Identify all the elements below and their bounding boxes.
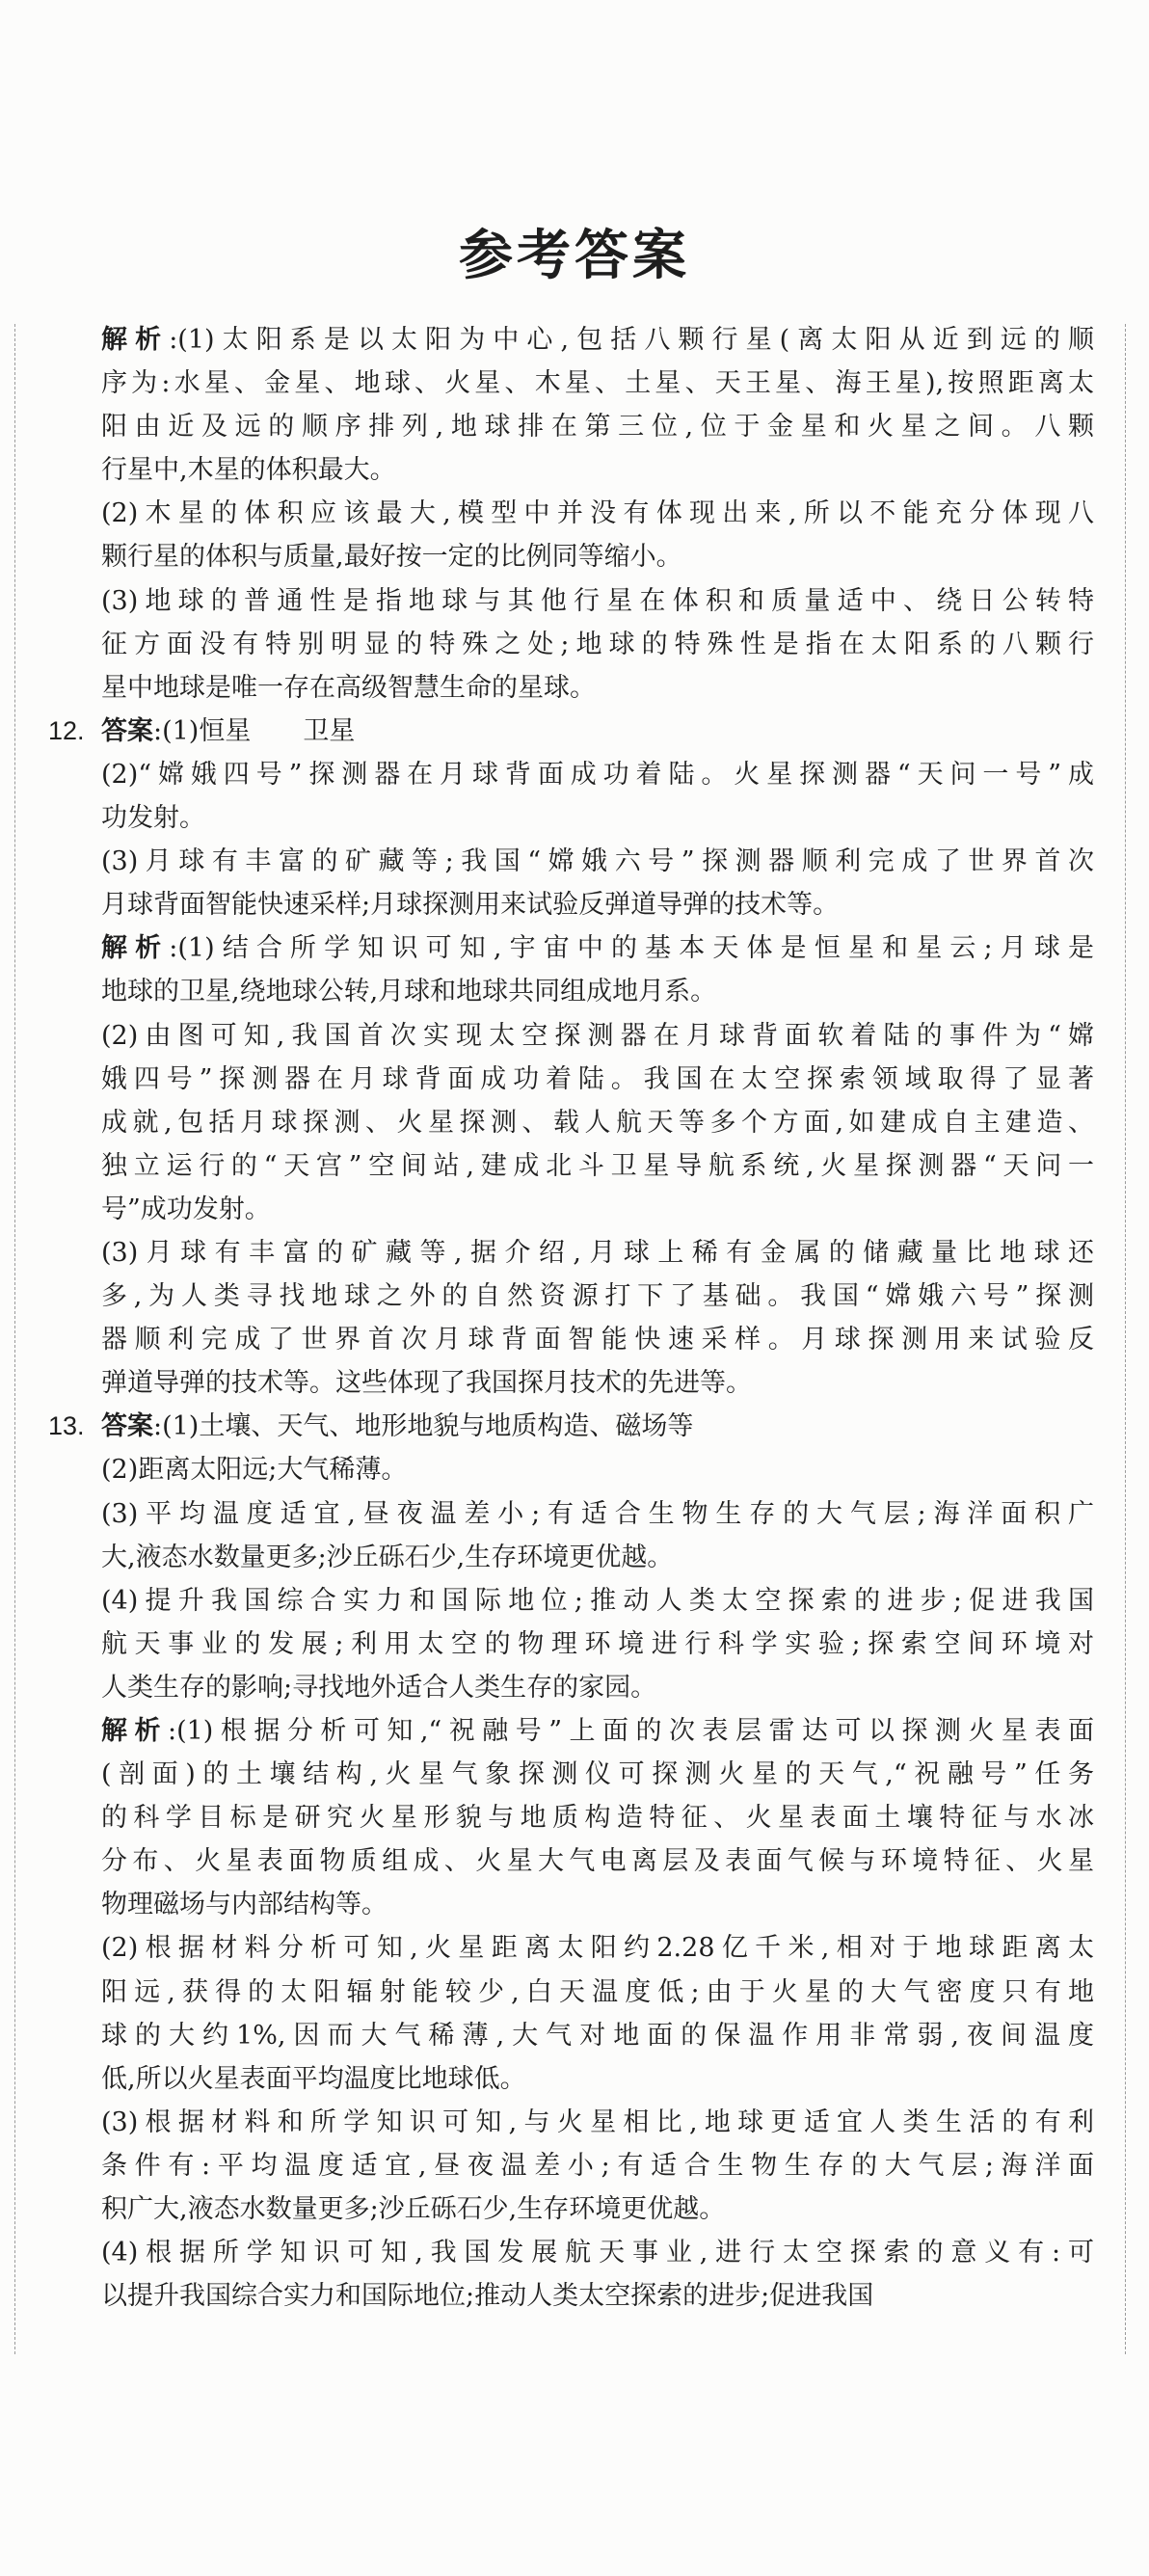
line-text: :(1)结合所学知识可知,宇宙中的基本天体是恒星和星云;月球是 — [169, 933, 1094, 964]
text-line — [101, 2057, 1094, 2101]
line-text: 行星中,木星的体积最大。 — [101, 455, 396, 486]
line-text: 号”成功发射。 — [101, 1194, 271, 1224]
text-line — [101, 1101, 1094, 1144]
line-text: :(1)根据分析可知,“祝融号”上面的次表层雷达可以探测火星表面 — [168, 1716, 1095, 1746]
line-text: 大,液态水数量更多;沙丘砾石少,生存环境更优越。 — [101, 1542, 674, 1572]
text-line — [101, 579, 1094, 623]
text-line — [101, 796, 1094, 840]
text-line — [101, 2274, 1094, 2318]
text-line — [101, 1536, 1094, 1579]
line-text: 成就,包括月球探测、火星探测、载人航天等多个方面,如建成自主建造、 — [101, 1107, 1094, 1138]
line-text: 积广大,液态水数量更多;沙丘砾石少,生存环境更优越。 — [101, 2194, 726, 2225]
text-line — [101, 1709, 1094, 1753]
text-line — [101, 1318, 1094, 1361]
line-text: 球的大约1%,因而大气稀薄,大气对地面的保温作用非常弱,夜间温度 — [101, 2020, 1094, 2051]
text-line — [101, 1926, 1094, 1970]
line-text: 月球背面智能快速采样;月球探测用来试验反弹道导弹的技术等。 — [101, 890, 840, 921]
line-text: 物理磁场与内部结构等。 — [101, 1890, 387, 1920]
line-text: :(1)太阳系是以太阳为中心,包括八颗行星(离太阳从近到远的顺 — [169, 325, 1095, 355]
line-text: 功发射。 — [101, 803, 205, 834]
text-line — [101, 448, 1094, 492]
line-text: (2)距离太阳远;大气稀薄。 — [101, 1455, 408, 1486]
text-line — [101, 535, 1094, 578]
question-number: 12. — [48, 715, 85, 745]
line-text: (剖面)的土壤结构,火星气象探测仪可探测火星的天气,“祝融号”任务 — [101, 1759, 1094, 1790]
text-line — [101, 1883, 1094, 1926]
text-line — [101, 1231, 1094, 1275]
line-text: 序为:水星、金星、地球、火星、木星、土星、天王星、海王星),按照距离太 — [101, 368, 1094, 399]
text-line — [101, 1058, 1094, 1101]
line-text: 低,所以火星表面平均温度比地球低。 — [101, 2063, 526, 2094]
line-text: (2)“嫦娥四号”探测器在月球背面成功着陆。火星探测器“天问一号”成 — [101, 759, 1094, 790]
page-title: 参考答案 — [459, 224, 690, 287]
text-line — [101, 1275, 1094, 1318]
text-line — [101, 1753, 1094, 1796]
text-line — [101, 1839, 1094, 1883]
text-line — [101, 2014, 1094, 2057]
text-line — [101, 362, 1094, 405]
line-text: (3)月球有丰富的矿藏等,据介绍,月球上稀有金属的储藏量比地球还 — [101, 1237, 1094, 1268]
text-line — [48, 710, 1094, 753]
line-text: 以提升我国综合实力和国际地位;推动人类太空探索的进步;促进我国 — [101, 2281, 874, 2312]
question-number: 13. — [48, 1411, 85, 1441]
line-text: 弹道导弹的技术等。这些体现了我国探月技术的先进等。 — [101, 1368, 752, 1399]
text-line — [101, 883, 1094, 926]
line-text: (3)地球的普通性是指地球与其他行星在体积和质量适中、绕日公转特 — [101, 585, 1094, 616]
answer-label: 答案 — [101, 1411, 153, 1442]
text-line — [101, 666, 1094, 710]
line-text: (2)根据材料分析可知,火星距离太阳约2.28亿千米,相对于地球距离太 — [101, 1933, 1094, 1964]
answer-label: 答案 — [101, 715, 153, 746]
line-text: 地球的卫星,绕地球公转,月球和地球共同组成地月系。 — [101, 977, 717, 1007]
text-line — [101, 840, 1094, 883]
text-line — [101, 970, 1094, 1013]
text-line — [101, 1144, 1094, 1188]
text-line — [101, 2144, 1094, 2187]
text-line — [101, 1448, 1094, 1491]
line-text: :(1)土壤、天气、地形地貌与地质构造、磁场等 — [153, 1411, 694, 1442]
line-text: (2)木星的体积应该最大,模型中并没有体现出来,所以不能充分体现八 — [101, 498, 1094, 529]
line-text: (2)由图可知,我国首次实现太空探测器在月球背面软着陆的事件为“嫦 — [101, 1020, 1094, 1051]
line-text: 条件有:平均温度适宜,昼夜温差小;有适合生物生存的大气层;海洋面 — [101, 2150, 1094, 2181]
text-line — [101, 623, 1094, 666]
text-line — [101, 1014, 1094, 1058]
text-line — [101, 1666, 1094, 1709]
line-text: 人类生存的影响;寻找地外适合人类生存的家园。 — [101, 1672, 657, 1703]
text-line — [101, 1579, 1094, 1623]
text-line — [101, 753, 1094, 796]
line-text: :(1)恒星 卫星 — [153, 715, 356, 746]
text-line — [101, 492, 1094, 535]
line-text: (3)根据材料和所学知识可知,与火星相比,地球更适宜人类生活的有利 — [101, 2106, 1094, 2137]
line-text: 颗行星的体积与质量,最好按一定的比例同等缩小。 — [101, 542, 682, 573]
text-line — [101, 405, 1094, 448]
line-text: 征方面没有特别明显的特殊之处;地球的特殊性是指在太阳系的八颗行 — [101, 629, 1094, 659]
line-text: 多,为人类寻找地球之外的自然资源打下了基础。我国“嫦娥六号”探测 — [101, 1281, 1094, 1312]
text-line — [101, 1492, 1094, 1536]
text-line — [101, 926, 1094, 970]
text-line — [101, 2231, 1094, 2274]
text-line — [48, 1405, 1094, 1448]
text-line — [101, 1361, 1094, 1405]
analysis-label: 解析 — [101, 325, 170, 355]
line-text: (4)根据所学知识可知,我国发展航天事业,进行太空探索的意义有:可 — [101, 2238, 1094, 2268]
text-line — [101, 318, 1094, 362]
line-text: 器顺利完成了世界首次月球背面智能快速采样。月球探测用来试验反 — [101, 1325, 1094, 1355]
text-line — [101, 1188, 1094, 1231]
text-line — [101, 2187, 1094, 2231]
analysis-label: 解析 — [101, 1716, 168, 1746]
line-text: 分布、火星表面物质组成、火星大气电离层及表面气候与环境特征、火星 — [101, 1846, 1094, 1877]
line-text: (4)提升我国综合实力和国际地位;推动人类太空探索的进步;促进我国 — [101, 1585, 1094, 1616]
text-line — [101, 2101, 1094, 2144]
line-text: 星中地球是唯一存在高级智慧生命的星球。 — [101, 672, 596, 703]
answer-content — [0, 318, 1149, 2318]
text-line — [101, 1796, 1094, 1839]
line-text: 独立运行的“天宫”空间站,建成北斗卫星导航系统,火星探测器“天问一 — [101, 1150, 1094, 1181]
line-text: 阳由近及远的顺序排列,地球排在第三位,位于金星和火星之间。八颗 — [101, 412, 1094, 443]
text-line — [101, 1623, 1094, 1666]
line-text: 航天事业的发展;利用太空的物理环境进行科学实验;探索空间环境对 — [101, 1628, 1094, 1659]
line-text: 的科学目标是研究火星形貌与地质构造特征、火星表面土壤特征与水冰 — [101, 1803, 1094, 1834]
line-text: (3)月球有丰富的矿藏等;我国“嫦娥六号”探测器顺利完成了世界首次 — [101, 846, 1094, 877]
analysis-label: 解析 — [101, 933, 170, 964]
line-text: 阳远,获得的太阳辐射能较少,白天温度低;由于火星的大气密度只有地 — [101, 1976, 1094, 2007]
line-text: (3)平均温度适宜,昼夜温差小;有适合生物生存的大气层;海洋面积广 — [101, 1498, 1094, 1529]
line-text: 娥四号”探测器在月球背面成功着陆。我国在太空探索领域取得了显著 — [101, 1063, 1094, 1094]
text-line — [101, 1971, 1094, 2014]
